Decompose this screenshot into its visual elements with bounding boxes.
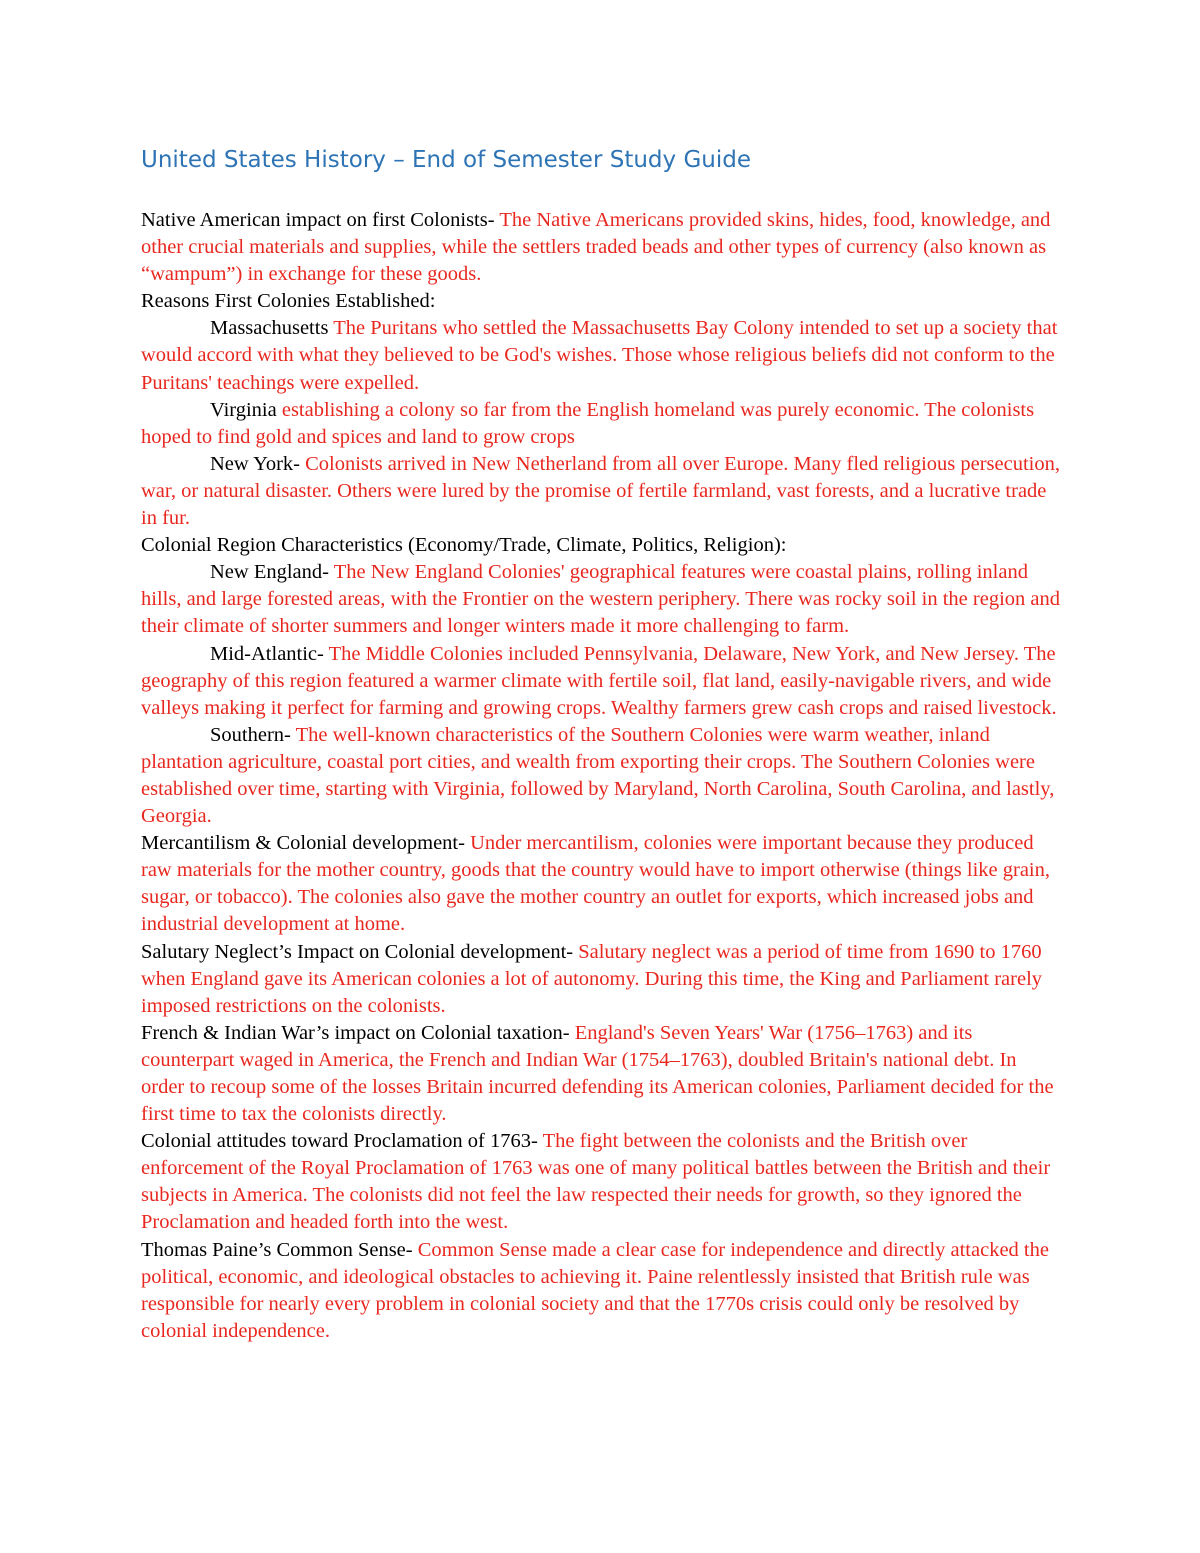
entry-answer: The Puritans who settled the Massachusetts Bay Colony intended to set up a society that would accord with what they believed to be God's wishes. Those whose religious beliefs did not conform to the Puritans' teachings were expelled. — [141, 317, 1058, 394]
entry-answer: The well-known characteristics of the Southern Colonies were warm weather, inland plantation agriculture, coastal port cities, and wealth from exporting their crops. The Southern Colonies were established over time, starting with Virginia, followed by Maryland, North Carolina, South Carolina, and lastly, Georgia. — [141, 723, 1055, 828]
entry-label: Thomas Paine’s Common Sense- — [141, 1238, 413, 1261]
entry-mid-atlantic — [141, 641, 1061, 722]
entry-label: Massachusetts — [210, 317, 329, 340]
entry-answer: The Native Americans provided skins, hides, food, knowledge, and other crucial materials and supplies, while the settlers traded beads and other types of currency (also known as “wampum”) in exchange for these goods. — [141, 209, 1051, 286]
entry-answer: The fight between the colonists and the British over enforcement of the Royal Proclamation of 1763 was one of many political battles between the British and their subjects in America. The colonists did not feel the law respected their needs for growth, so they ignored the Proclamation and headed forth into the west. — [141, 1130, 1051, 1234]
entry-label: Mercantilism & Colonial development- — [141, 832, 465, 855]
entry-virginia — [141, 397, 1061, 451]
entry-answer: Common Sense made a clear case for independence and directly attacked the political, economic, and ideological obstacles to achieving it. Paine relentlessly insisted that British rule was responsible for nearly every problem in colonial society and that the 1770s crisis could only be resolved by colonial independence. — [141, 1238, 1049, 1342]
entry-answer: Under mercantilism, colonies were important because they produced raw materials for the mother country, goods that the country would have to import otherwise (things like grain, sugar, or tobacco). The colonies also gave the mother country an outlet for exports, which increased jobs and industrial development at home. — [141, 832, 1050, 936]
entry-answer: The New England Colonies' geographical features were coastal plains, rolling inland hills, and large forested areas, with the Frontier on the western periphery. There was rocky soil in the region and their climate of shorter summers and longer winters made it more challenging to farm. — [141, 561, 1060, 638]
entry-label: Reasons First Colonies Established: — [141, 290, 436, 313]
entry-label: Virginia — [210, 398, 277, 421]
entry-answer: The Middle Colonies included Pennsylvania, Delaware, New York, and New Jersey. The geography of this region featured a warmer climate with fertile soil, flat land, easily-navigable rivers, and wide valleys making it perfect for farming and growing crops. Wealthy farmers grew cash crops and raised livestock. — [141, 642, 1057, 719]
entry-proclamation-1763 — [141, 1128, 1061, 1236]
entry-answer: Salutary neglect was a period of time from 1690 to 1760 when England gave its American colonies a lot of autonomy. During this time, the King and Parliament rarely imposed restrictions on the colonists. — [141, 940, 1043, 1017]
entry-french-indian-war — [141, 1020, 1061, 1128]
entry-new-york — [141, 451, 1061, 532]
document-page — [141, 140, 1061, 1345]
entry-answer: establishing a colony so far from the English homeland was purely economic. The colonists hoped to find gold and spices and land to grow crops — [141, 398, 1035, 448]
entry-label: New York- — [210, 452, 300, 475]
entry-new-england — [141, 559, 1061, 640]
entry-label: Salutary Neglect’s Impact on Colonial development- — [141, 940, 574, 963]
entry-label: Colonial Region Characteristics (Economy/Trade, Climate, Politics, Religion): — [141, 534, 787, 557]
entry-mercantilism — [141, 830, 1061, 938]
entry-label: Colonial attitudes toward Proclamation of 1763- — [141, 1130, 538, 1153]
entry-reasons-first-colonies — [141, 288, 1061, 315]
entry-label: Native American impact on first Colonists- — [141, 209, 495, 231]
entry-label: Mid-Atlantic- — [210, 642, 324, 665]
entry-massachusetts — [141, 315, 1061, 396]
entry-salutary-neglect — [141, 939, 1061, 1020]
entry-label: Southern- — [210, 723, 291, 746]
entry-southern — [141, 722, 1061, 830]
page-title: United States History – End of Semester Study Guide — [141, 147, 751, 173]
entry-colonial-region-characteristics — [141, 532, 1061, 559]
entry-answer: Colonists arrived in New Netherland from all over Europe. Many fled religious persecution, war, or natural disaster. Others were lured by the promise of fertile farmland, vast forests, and a lucrative trade in fur. — [141, 452, 1060, 530]
entry-answer: England's Seven Years' War (1756–1763) and its counterpart waged in America, the French and Indian War (1754–1763), doubled Britain's national debt. In order to recoup some of the losses Britain incurred defending its American colonies, Parliament decided for the first time to tax the colonists directly. — [141, 1021, 1054, 1126]
entry-native-american-impact — [141, 207, 1061, 288]
entry-label: French & Indian War’s impact on Colonial taxation- — [141, 1021, 570, 1044]
entry-common-sense — [141, 1237, 1061, 1345]
entry-label: New England- — [210, 561, 329, 584]
